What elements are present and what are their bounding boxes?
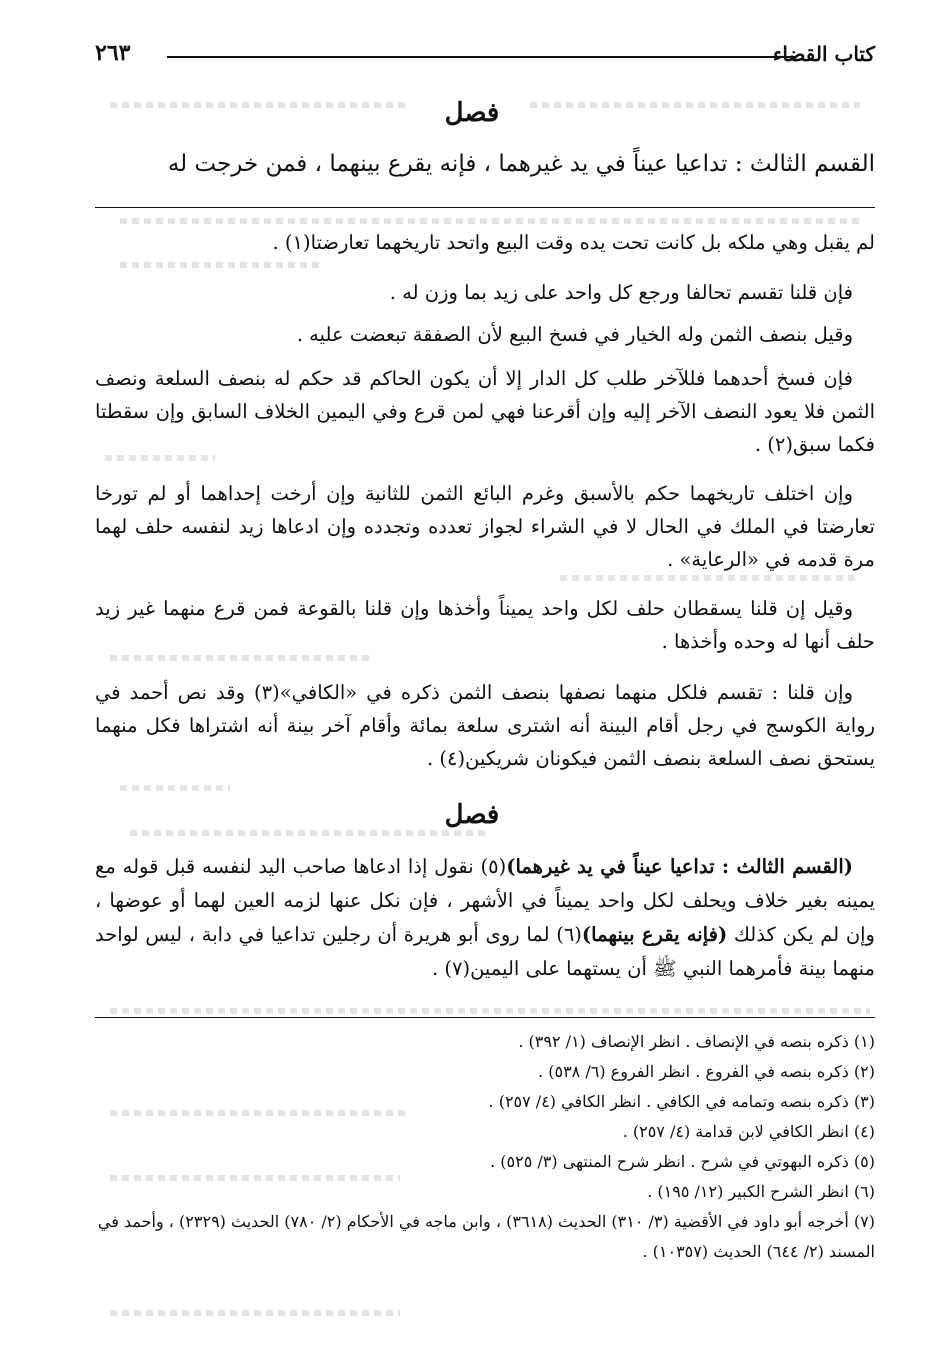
section-heading: فصل <box>444 800 500 830</box>
book-title: كتاب القضاء <box>772 42 875 66</box>
paragraph: وقيل بنصف الثمن وله الخيار في فسخ البيع لأن الصفقة تبعضت عليه . <box>296 323 853 346</box>
paragraph: لم يقبل وهي ملكه بل كانت تحت يده وقت البيع واتحد تاريخهما تعارضتا(١) . <box>272 231 875 254</box>
section-heading: فصل <box>444 98 500 128</box>
footnote: (٥) ذكره البهوتي في شرح . انظر شرح المنتهى (٣/ ٥٢٥) . <box>490 1152 875 1171</box>
paragraph: وإن قلنا : تقسم فلكل منهما نصفها بنصف الثمن ذكره في «الكافي»(٣) وقد نص أحمد في رواية الكوسج في رجل أقام البينة أنه اشترى سلعة بمائة وأقام آخر بينة أنه اشتراها فكل منهما يستحق نصف السلعة بنصف الثمن فيكونان شريكين(٤) . <box>95 681 875 770</box>
paragraph: وإن اختلف تاريخهما حكم بالأسبق وغرم البائع الثمن للثانية وإن أرخت إحداهما أو لم تورخا تعارضتا في الملك في الحال لا في الشراء لجواز تعدده وتجدده وإن ادعاها زيد لنفسه حلف لهما مرة قدمه في «الرعاية» . <box>95 482 875 571</box>
commentary-paragraph: (القسم الثالث : تداعيا عيناً في يد غيرهما)(٥) نقول إذا ادعاها صاحب اليد لنفسه قبل قوله مع يمينه بغير خلاف ويحلف لكل واحد يميناً في الأشهر ، فإن نكل عنها لزمه العين لهما أو عوضها ، وإن لم يكن كذلك (فإنه يقرع بينهما)(٦) لما روى أبو هريرة أن رجلين تداعيا في دابة ، ليس لواحد منهما بينة فأمرهما النبي ﷺ أن يستهما على اليمين(٧) . <box>95 855 875 980</box>
bleed-through <box>120 262 320 268</box>
bleed-through <box>130 830 490 836</box>
matn-divider <box>95 207 875 208</box>
running-header <box>95 30 875 66</box>
quoted-matn: (القسم الثالث : تداعيا عيناً في يد غيرهما) <box>506 855 853 878</box>
footnote: (٣) ذكره بنصه وتمامه في الكافي . انظر الكافي (٤/ ٢٥٧) . <box>488 1092 875 1111</box>
paragraph: فإن قلنا تقسم تحالفا ورجع كل واحد على زيد بما وزن له . <box>389 281 853 304</box>
bleed-through <box>110 1008 870 1014</box>
matn-line: القسم الثالث : تداعيا عيناً في يد غيرهما ، فإنه يقرع بينهما ، فمن خرجت له <box>167 151 875 177</box>
bleed-through <box>110 1310 400 1316</box>
footnote-divider <box>95 1017 875 1018</box>
paragraph: فإن فسخ أحدهما فللآخر طلب كل الدار إلا أن يكون الحاكم قد حكم له بنصف السلعة ونصف الثمن فلا يعود النصف الآخر إليه وإن أقرعنا فهي لمن قرع وفي اليمين الخلاف السابق وإن سقطتا فكما سبق(٢) . <box>95 367 875 456</box>
bleed-through <box>120 218 860 224</box>
footnotes <box>95 1027 875 1267</box>
footnote: (١) ذكره بنصه في الإنصاف . انظر الإنصاف (١/ ٣٩٢) . <box>518 1032 875 1051</box>
footnote: (٧) أخرجه أبو داود في الأقضية (٣/ ٣١٠) الحديث (٣٦١٨) ، وابن ماجه في الأحكام (٢/ ٧٨٠) الحديث (٢٣٢٩) ، وأحمد في المسند (٢/ ٦٤٤) الحديث (١٠٣٥٧) . <box>97 1212 875 1261</box>
footnote: (٢) ذكره بنصه في الفروع . انظر الفروع (٦/ ٥٣٨) . <box>538 1062 875 1081</box>
page-number: ٢٦٣ <box>95 40 131 66</box>
header-rule <box>167 56 795 58</box>
quoted-matn: (فإنه يقرع بينهما) <box>581 923 728 946</box>
paragraph: وقيل إن قلنا يسقطان حلف لكل واحد يميناً وأخذها وإن قلنا بالقوعة فمن قرع منهما غير زيد حلف أنها له وحده وأخذها . <box>95 597 875 653</box>
footnote: (٦) انظر الشرح الكبير (١٢/ ١٩٥) . <box>647 1182 875 1201</box>
bleed-through <box>120 785 230 791</box>
footnote: (٤) انظر الكافي لابن قدامة (٤/ ٢٥٧) . <box>622 1122 875 1141</box>
